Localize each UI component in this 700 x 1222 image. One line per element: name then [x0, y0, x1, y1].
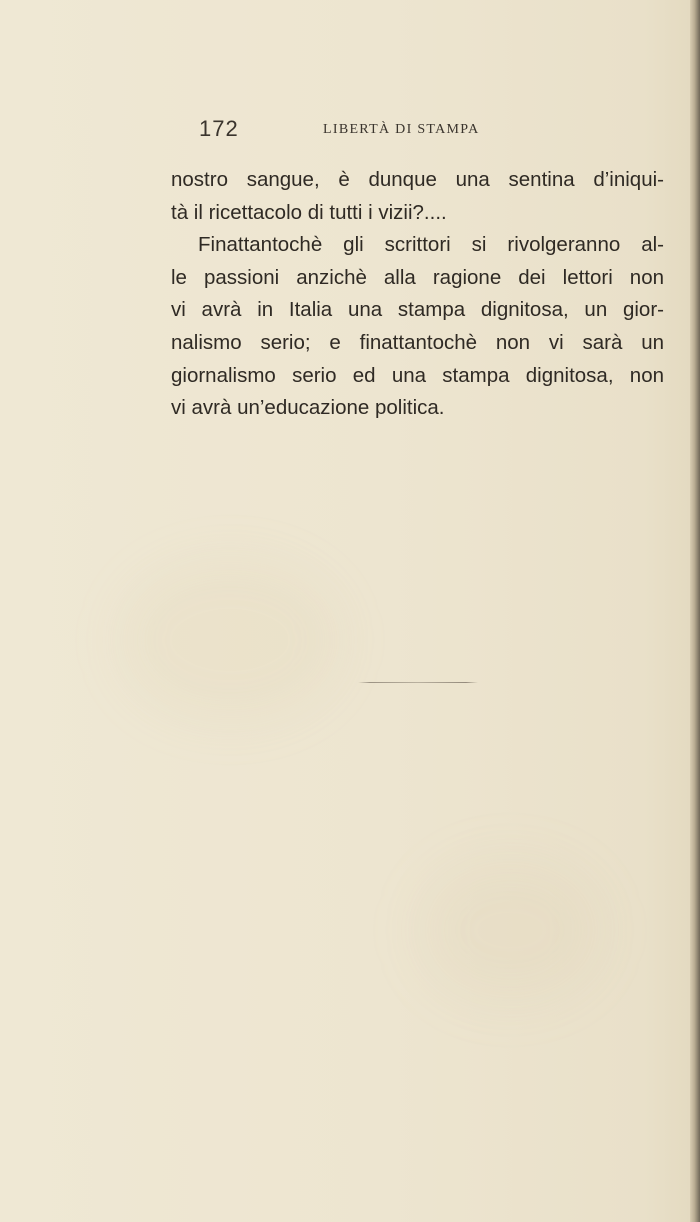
page-edge-shadow — [690, 0, 700, 1222]
running-head: LIBERTÀ DI STAMPA — [323, 122, 480, 137]
text-line: nalismo serio; e finattantochè non vi sarà un — [171, 330, 664, 354]
body-text — [171, 164, 664, 425]
text-line: nostro sangue, è dunque una sentina d’iniqui- — [171, 168, 664, 191]
text-line: vi avrà un’educazione politica. — [171, 396, 445, 420]
paragraph-first-line: Finattantochè gli scrittori si rivolgeranno al- — [198, 233, 664, 257]
text-line: vi avrà in Italia una stampa dignitosa, un gior- — [171, 298, 664, 322]
text-line: tà il ricettacolo di tutti i vizii?.... — [171, 200, 447, 224]
paper-stain — [120, 560, 340, 720]
chapter-end-rule — [358, 682, 478, 683]
text-line: giornalismo serio ed una stampa dignitosa, non — [171, 363, 664, 387]
page-number: 172 — [199, 116, 239, 141]
paper-stain — [420, 860, 600, 1000]
text-line: le passioni anzichè alla ragione dei lettori non — [171, 265, 664, 289]
